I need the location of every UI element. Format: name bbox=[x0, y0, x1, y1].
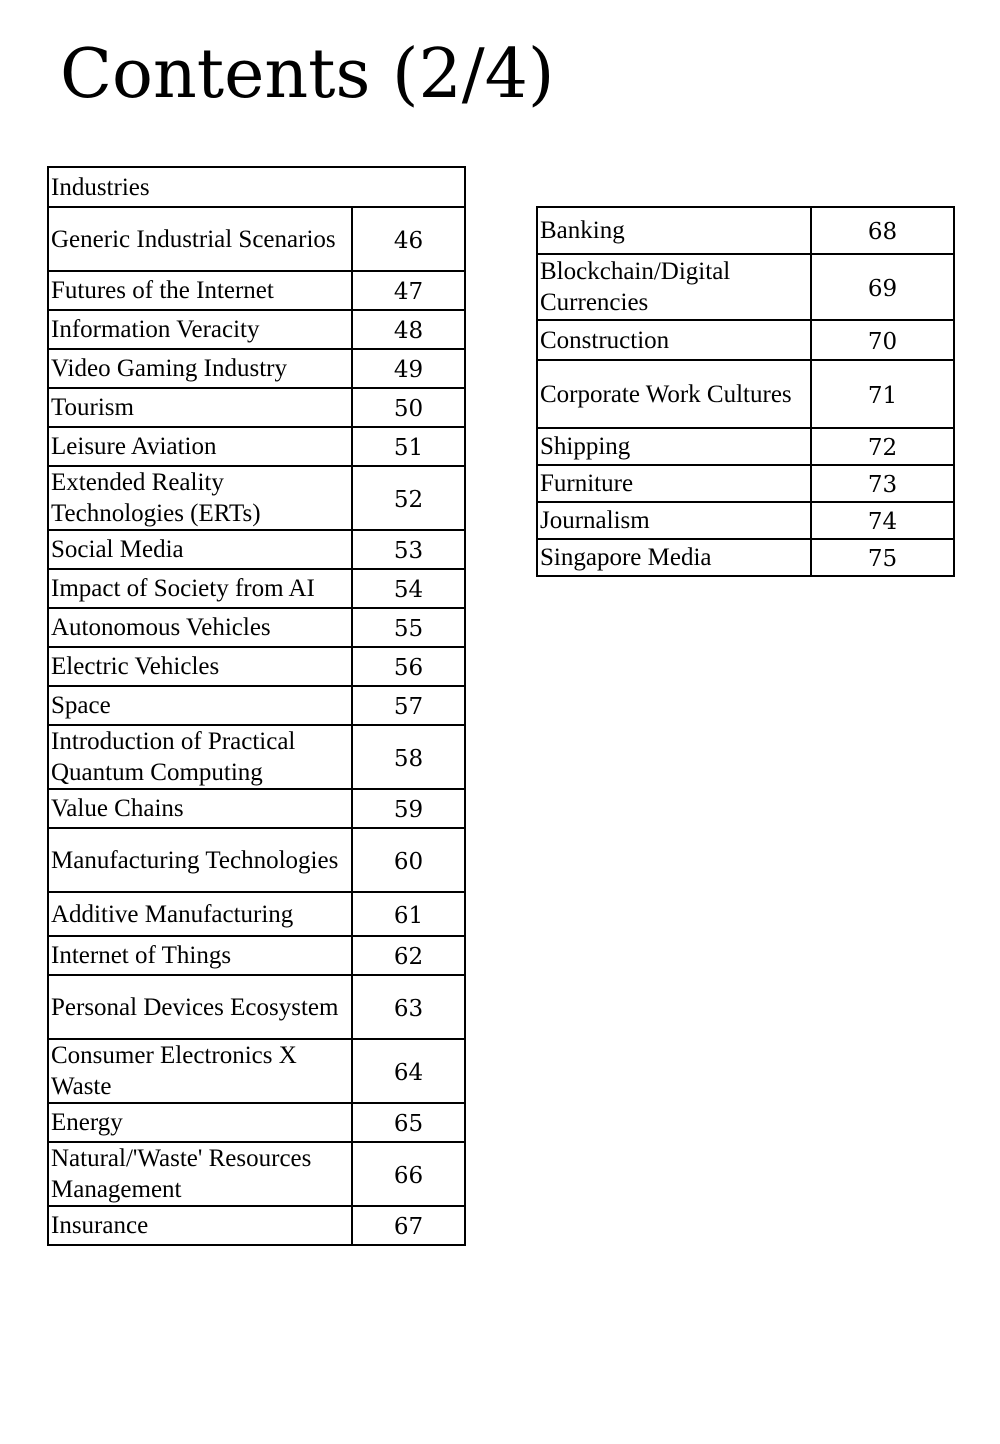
toc-row[interactable] bbox=[48, 975, 465, 1039]
toc-row[interactable] bbox=[537, 502, 954, 539]
toc-row[interactable] bbox=[48, 388, 465, 427]
toc-row[interactable] bbox=[48, 789, 465, 828]
toc-header-row bbox=[48, 167, 465, 207]
toc-page-number: 55 bbox=[352, 608, 465, 647]
toc-entry-label[interactable]: Journalism bbox=[537, 502, 811, 539]
toc-page-number: 70 bbox=[811, 320, 954, 360]
toc-page-number: 64 bbox=[352, 1039, 465, 1103]
toc-row[interactable] bbox=[48, 1103, 465, 1142]
toc-table-industries bbox=[47, 166, 466, 1246]
toc-entry-label[interactable]: Manufacturing Technologies bbox=[48, 828, 352, 892]
toc-page-number: 57 bbox=[352, 686, 465, 725]
toc-page-number: 46 bbox=[352, 207, 465, 271]
toc-page-number: 65 bbox=[352, 1103, 465, 1142]
toc-row[interactable] bbox=[537, 207, 954, 254]
toc-row[interactable] bbox=[48, 608, 465, 647]
toc-row[interactable] bbox=[48, 569, 465, 608]
toc-row[interactable] bbox=[48, 686, 465, 725]
toc-entry-label[interactable]: Corporate Work Cultures bbox=[537, 360, 811, 428]
page-title: Contents (2/4) bbox=[60, 35, 555, 114]
toc-entry-label[interactable]: Information Veracity bbox=[48, 310, 352, 349]
toc-entry-label[interactable]: Autonomous Vehicles bbox=[48, 608, 352, 647]
toc-entry-label[interactable]: Leisure Aviation bbox=[48, 427, 352, 466]
toc-page-number: 66 bbox=[352, 1142, 465, 1206]
toc-row[interactable] bbox=[537, 428, 954, 465]
toc-row[interactable] bbox=[48, 647, 465, 686]
toc-page-number: 63 bbox=[352, 975, 465, 1039]
toc-page-number: 62 bbox=[352, 936, 465, 975]
toc-page-number: 47 bbox=[352, 271, 465, 310]
toc-entry-label[interactable]: Internet of Things bbox=[48, 936, 352, 975]
toc-entry-label[interactable]: Energy bbox=[48, 1103, 352, 1142]
toc-row[interactable] bbox=[48, 427, 465, 466]
toc-page-number: 72 bbox=[811, 428, 954, 465]
toc-page-number: 53 bbox=[352, 530, 465, 569]
toc-entry-label[interactable]: Impact of Society from AI bbox=[48, 569, 352, 608]
toc-page-number: 56 bbox=[352, 647, 465, 686]
toc-page-number: 67 bbox=[352, 1206, 465, 1245]
toc-page-number: 68 bbox=[811, 207, 954, 254]
toc-page-number: 58 bbox=[352, 725, 465, 789]
toc-entry-label[interactable]: Consumer Electronics X Waste bbox=[48, 1039, 352, 1103]
toc-page-number: 69 bbox=[811, 254, 954, 320]
toc-entry-label[interactable]: Construction bbox=[537, 320, 811, 360]
toc-row[interactable] bbox=[48, 310, 465, 349]
toc-entry-label[interactable]: Tourism bbox=[48, 388, 352, 427]
toc-entry-label[interactable]: Blockchain/Digital Currencies bbox=[537, 254, 811, 320]
toc-entry-label[interactable]: Banking bbox=[537, 207, 811, 254]
toc-row[interactable] bbox=[537, 254, 954, 320]
toc-row[interactable] bbox=[48, 1206, 465, 1245]
toc-row[interactable] bbox=[48, 892, 465, 936]
toc-entry-label[interactable]: Singapore Media bbox=[537, 539, 811, 576]
toc-row[interactable] bbox=[48, 936, 465, 975]
toc-entry-label[interactable]: Shipping bbox=[537, 428, 811, 465]
toc-entry-label[interactable]: Extended Reality Technologies (ERTs) bbox=[48, 466, 352, 530]
toc-row[interactable] bbox=[48, 207, 465, 271]
toc-entry-label[interactable]: Generic Industrial Scenarios bbox=[48, 207, 352, 271]
toc-entry-label[interactable]: Space bbox=[48, 686, 352, 725]
toc-row[interactable] bbox=[48, 466, 465, 530]
toc-row[interactable] bbox=[537, 465, 954, 502]
toc-entry-label[interactable]: Introduction of Practical Quantum Computing bbox=[48, 725, 352, 789]
toc-page-number: 49 bbox=[352, 349, 465, 388]
toc-row[interactable] bbox=[48, 271, 465, 310]
toc-page-number: 74 bbox=[811, 502, 954, 539]
toc-page-number: 50 bbox=[352, 388, 465, 427]
toc-row[interactable] bbox=[48, 1142, 465, 1206]
toc-entry-label[interactable]: Additive Manufacturing bbox=[48, 892, 352, 936]
toc-page-number: 54 bbox=[352, 569, 465, 608]
toc-entry-label[interactable]: Electric Vehicles bbox=[48, 647, 352, 686]
toc-page-number: 59 bbox=[352, 789, 465, 828]
toc-row[interactable] bbox=[48, 1039, 465, 1103]
toc-entry-label[interactable]: Social Media bbox=[48, 530, 352, 569]
toc-row[interactable] bbox=[48, 530, 465, 569]
toc-entry-label[interactable]: Furniture bbox=[537, 465, 811, 502]
toc-entry-label[interactable]: Personal Devices Ecosystem bbox=[48, 975, 352, 1039]
toc-page-number: 71 bbox=[811, 360, 954, 428]
toc-entry-label[interactable]: Value Chains bbox=[48, 789, 352, 828]
toc-row[interactable] bbox=[537, 360, 954, 428]
toc-row[interactable] bbox=[48, 725, 465, 789]
toc-row[interactable] bbox=[48, 349, 465, 388]
toc-row[interactable] bbox=[48, 828, 465, 892]
toc-page-number: 60 bbox=[352, 828, 465, 892]
toc-page-number: 51 bbox=[352, 427, 465, 466]
toc-section-header: Industries bbox=[48, 167, 465, 207]
toc-entry-label[interactable]: Futures of the Internet bbox=[48, 271, 352, 310]
toc-entry-label[interactable]: Insurance bbox=[48, 1206, 352, 1245]
toc-entry-label[interactable]: Video Gaming Industry bbox=[48, 349, 352, 388]
toc-entry-label[interactable]: Natural/'Waste' Resources Management bbox=[48, 1142, 352, 1206]
toc-page-number: 48 bbox=[352, 310, 465, 349]
toc-page-number: 73 bbox=[811, 465, 954, 502]
toc-row[interactable] bbox=[537, 320, 954, 360]
toc-row[interactable] bbox=[537, 539, 954, 576]
toc-table-continued bbox=[536, 206, 955, 577]
toc-page-number: 75 bbox=[811, 539, 954, 576]
toc-page-number: 52 bbox=[352, 466, 465, 530]
toc-page-number: 61 bbox=[352, 892, 465, 936]
